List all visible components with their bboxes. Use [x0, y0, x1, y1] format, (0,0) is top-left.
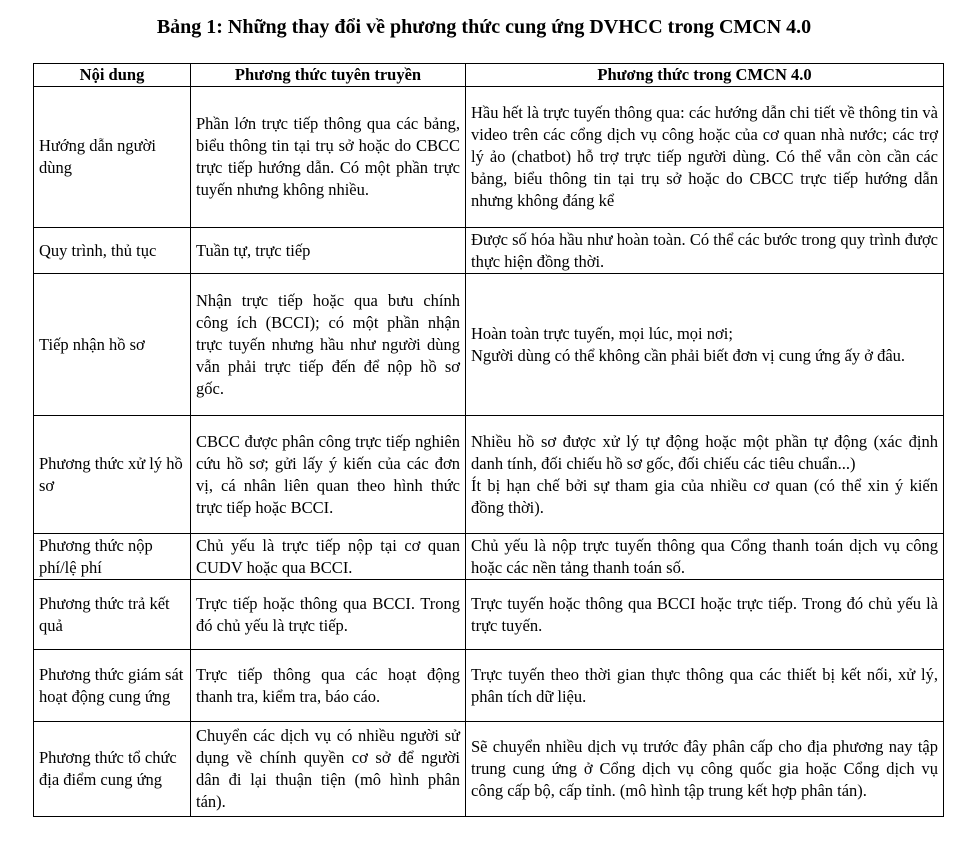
row-label: Tiếp nhận hồ sơ	[34, 274, 191, 416]
table-row	[34, 650, 944, 722]
table-row	[34, 534, 944, 580]
traditional-cell: Trực tiếp hoặc thông qua BCCI. Trong đó chủ yếu là trực tiếp.	[191, 580, 466, 650]
cmcn-cell: Hầu hết là trực tuyến thông qua: các hướng dẫn chi tiết về thông tin và video trên các cổng dịch vụ công hoặc của cơ quan nhà nước; các trợ lý ảo (chatbot) hỗ trợ trực tiếp người dùng. Có thể vẫn còn cần các bảng, biểu thông tin tại trụ sở hoặc do CBCC trực tiếp hướng dẫn nhưng không đáng kể	[466, 87, 944, 228]
header-row	[34, 64, 944, 87]
traditional-cell: Phần lớn trực tiếp thông qua các bảng, biểu thông tin tại trụ sở hoặc do CBCC trực tiếp hướng dẫn. Có một phần trực tuyến nhưng không nhiều.	[191, 87, 466, 228]
cmcn-line: Người dùng có thể không cần phải biết đơn vị cung ứng ấy ở đâu.	[471, 345, 906, 365]
traditional-cell: CBCC được phân công trực tiếp nghiên cứu hồ sơ; gửi lấy ý kiến của các đơn vị, cá nhân liên quan theo hình thức trực tiếp hoặc BCCI.	[191, 416, 466, 534]
cmcn-cell: Trực tuyến theo thời gian thực thông qua các thiết bị kết nối, xử lý, phân tích dữ liệu.	[466, 650, 944, 722]
row-label: Phương thức tổ chức địa điểm cung ứng	[34, 722, 191, 817]
table-row	[34, 87, 944, 228]
row-label: Phương thức giám sát hoạt động cung ứng	[34, 650, 191, 722]
cmcn-cell: Trực tuyến hoặc thông qua BCCI hoặc trực tiếp. Trong đó chủ yếu là trực tuyến.	[466, 580, 944, 650]
header-traditional: Phương thức tuyên truyền	[191, 64, 466, 87]
traditional-cell: Chuyển các dịch vụ có nhiều người sử dụng về chính quyền cơ sở để người dân đi lại thuận tiện (mô hình phân tán).	[191, 722, 466, 817]
table-row	[34, 722, 944, 817]
cmcn-cell: Chủ yếu là nộp trực tuyến thông qua Cổng thanh toán dịch vụ công hoặc các nền tảng thanh toán số.	[466, 534, 944, 580]
cmcn-cell	[466, 416, 944, 534]
cmcn-cell: Được số hóa hầu như hoàn toàn. Có thể các bước trong quy trình được thực hiện đồng thời.	[466, 228, 944, 274]
cmcn-cell: Sẽ chuyển nhiều dịch vụ trước đây phân cấp cho địa phương nay tập trung cung ứng ở Cổng dịch vụ công quốc gia hoặc Cổng dịch vụ công cấp bộ, cấp tỉnh. (mô hình tập trung kết hợp phân tán).	[466, 722, 944, 817]
traditional-cell: Trực tiếp thông qua các hoạt động thanh tra, kiểm tra, báo cáo.	[191, 650, 466, 722]
header-content: Nội dung	[34, 64, 191, 87]
row-label: Hướng dẫn người dùng	[34, 87, 191, 228]
table-row	[34, 228, 944, 274]
table-row	[34, 416, 944, 534]
row-label: Phương thức trả kết quả	[34, 580, 191, 650]
row-label: Phương thức xử lý hồ sơ	[34, 416, 191, 534]
table-row	[34, 580, 944, 650]
traditional-cell: Chủ yếu là trực tiếp nộp tại cơ quan CUDV hoặc qua BCCI.	[191, 534, 466, 580]
row-label: Phương thức nộp phí/lệ phí	[34, 534, 191, 580]
table-row	[34, 274, 944, 416]
traditional-cell: Nhận trực tiếp hoặc qua bưu chính công ích (BCCI); có một phần nhận trực tuyến nhưng hầu như người dùng vẫn phải trực tiếp đến để nộp hồ sơ gốc.	[191, 274, 466, 416]
comparison-table	[33, 63, 944, 817]
cmcn-cell	[466, 274, 944, 416]
table-caption: Bảng 1: Những thay đổi về phương thức cung ứng DVHCC trong CMCN 4.0	[156, 16, 812, 38]
cmcn-line: Nhiều hồ sơ được xử lý tự động hoặc một phần tự động (xác định danh tính, đối chiếu hồ sơ gốc, đối chiếu các tiêu chuẩn...)	[471, 431, 938, 473]
traditional-cell: Tuần tự, trực tiếp	[191, 228, 466, 274]
header-cmcn: Phương thức trong CMCN 4.0	[466, 64, 944, 87]
cmcn-line: Ít bị hạn chế bởi sự tham gia của nhiều cơ quan (có thể xin ý kiến đồng thời).	[471, 475, 938, 517]
cmcn-line: Hoàn toàn trực tuyến, mọi lúc, mọi nơi;	[471, 323, 733, 343]
row-label: Quy trình, thủ tục	[34, 228, 191, 274]
